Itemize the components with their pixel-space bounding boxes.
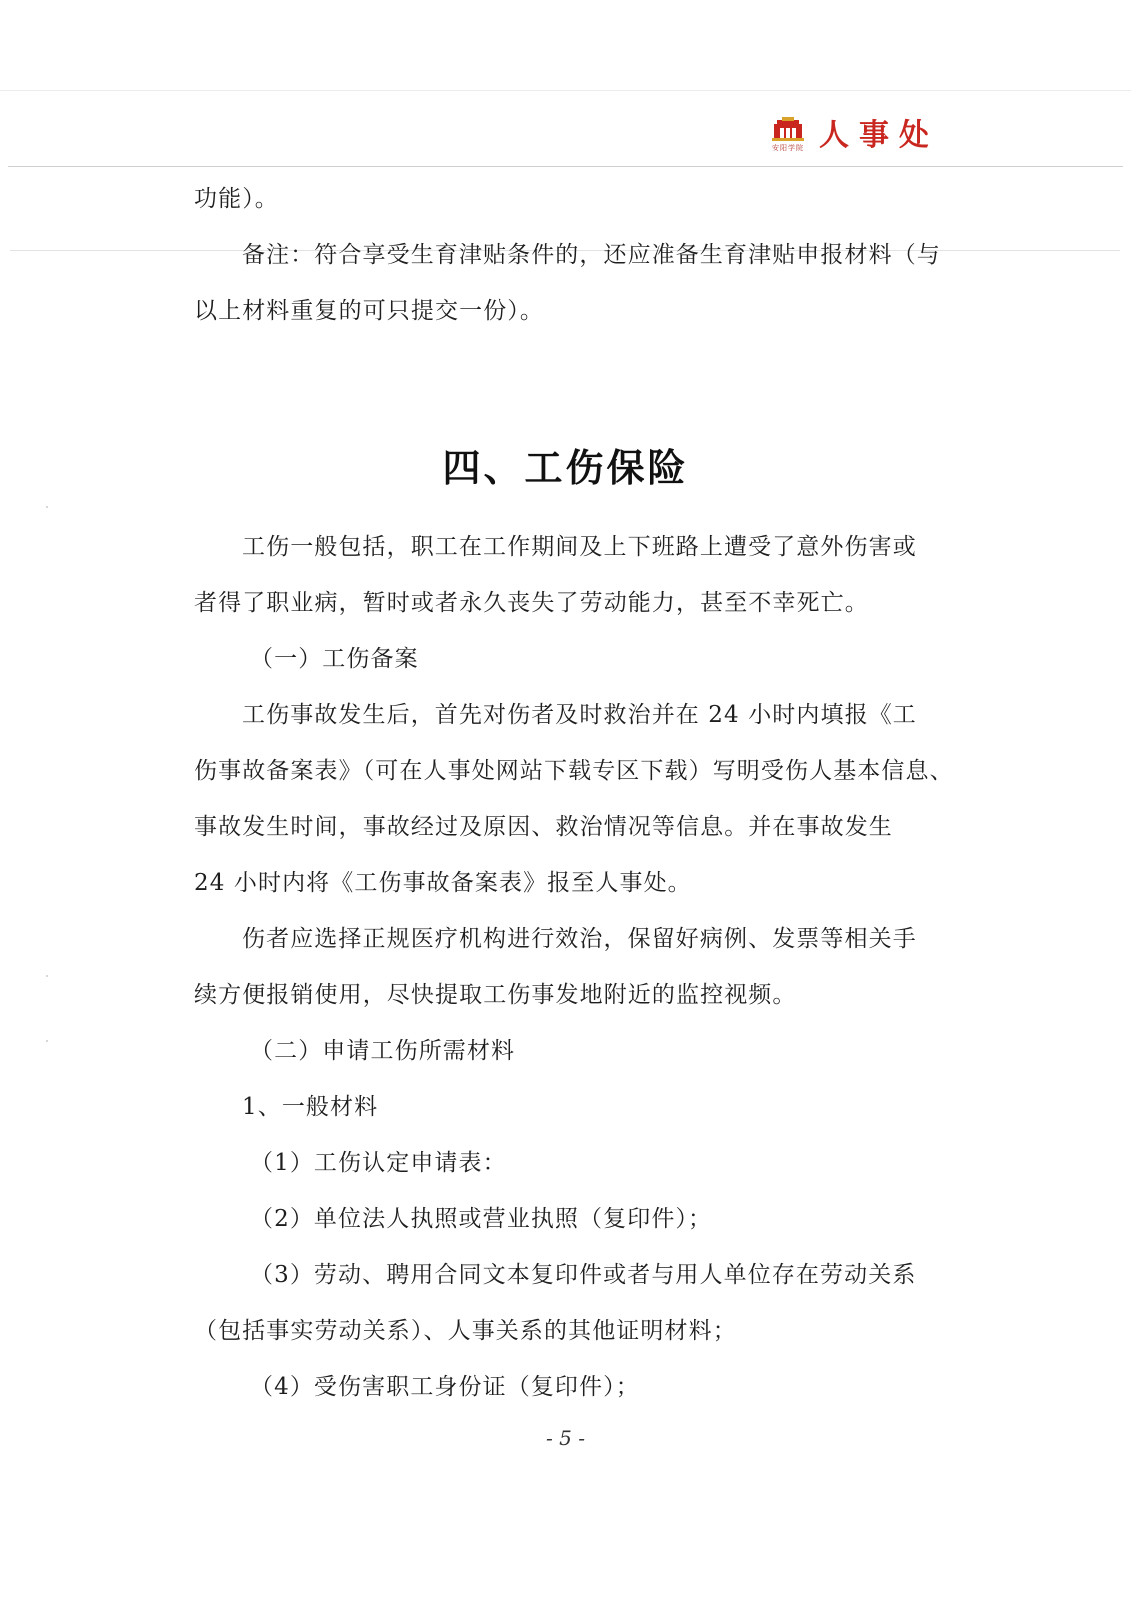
- paragraph-line: 工伤事故发生后，首先对伤者及时救治并在 24 小时内填报《工: [242, 702, 917, 728]
- page-number: - 5 -: [546, 1426, 585, 1450]
- list-item: （3）劳动、聘用合同文本复印件或者与用人单位存在劳动关系: [250, 1262, 917, 1288]
- school-seal-icon: [771, 116, 805, 142]
- list-item-continuation: （包括事实劳动关系）、人事关系的其他证明材料；: [194, 1318, 737, 1344]
- paragraph-line: 事故发生时间，事故经过及原因、救治情况等信息。并在事故发生: [194, 814, 893, 840]
- school-seal: [771, 116, 805, 153]
- scan-artifact-line: [0, 90, 1131, 91]
- subsection-heading: （一）工伤备案: [250, 646, 419, 672]
- paragraph-line: 工伤一般包括，职工在工作期间及上下班路上遭受了意外伤害或: [242, 534, 917, 560]
- subsection-heading: （二）申请工伤所需材料: [250, 1038, 516, 1064]
- paragraph-line: 功能）。: [194, 186, 279, 212]
- scan-speck: [46, 506, 48, 508]
- header-rule: [8, 166, 1123, 167]
- list-heading: 1、一般材料: [242, 1094, 379, 1120]
- paragraph-line: 者得了职业病，暂时或者永久丧失了劳动能力，甚至不幸死亡。: [194, 590, 869, 616]
- paragraph-line: 24 小时内将《工伤事故备案表》报至人事处。: [194, 870, 692, 896]
- list-item: （1）工伤认定申请表：: [250, 1150, 507, 1176]
- paragraph-line: 伤者应选择正规医疗机构进行效治，保留好病例、发票等相关手: [242, 926, 917, 952]
- paragraph-line: 备注：符合享受生育津贴条件的，还应准备生育津贴申报材料（与: [242, 242, 941, 268]
- department-name: 人事处: [819, 118, 939, 153]
- scan-speck: [46, 975, 48, 977]
- list-item: （4）受伤害职工身份证（复印件）；: [250, 1374, 640, 1400]
- paragraph-line: 以上材料重复的可只提交一份）。: [194, 298, 544, 324]
- paragraph-line: 伤事故备案表》（可在人事处网站下载专区下载）写明受伤人基本信息、: [194, 758, 954, 784]
- section-title: 四、工伤保险: [442, 446, 689, 490]
- page-header: [771, 116, 939, 153]
- list-item: （2）单位法人执照或营业执照（复印件）；: [250, 1206, 713, 1232]
- seal-caption: 安阳学院: [772, 144, 804, 152]
- paragraph-line: 续方便报销使用，尽快提取工伤事发地附近的监控视频。: [194, 982, 797, 1008]
- scan-speck: [46, 1040, 48, 1042]
